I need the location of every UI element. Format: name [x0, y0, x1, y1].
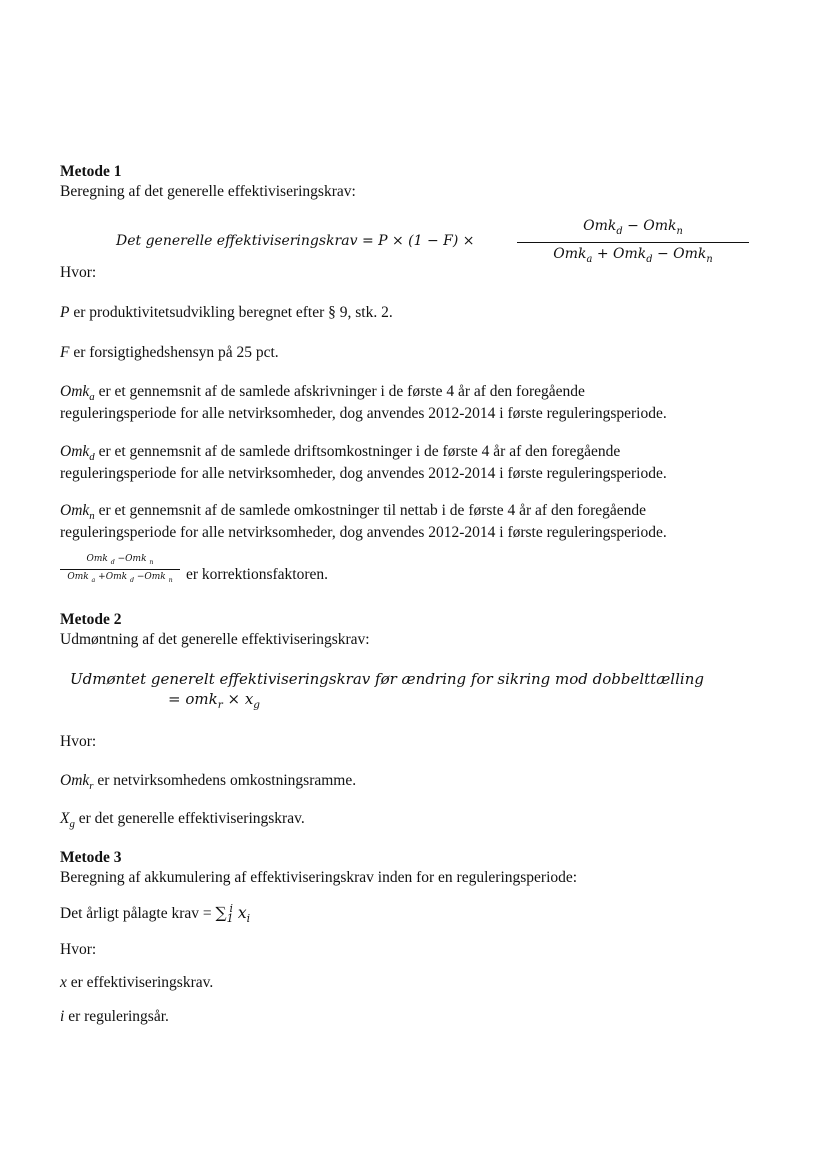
hvor-label: Hvor: [60, 264, 97, 281]
metode2-formula [70, 670, 770, 712]
hvor-label: Hvor: [60, 733, 97, 750]
formula-denominator: Omk$_a$ + Omk$_d$ − Omk$_n$ [553, 245, 713, 265]
formula-line1: Udmøntet generelt effektiviseringskrav før ændring for sikring mod dobbelttælling [70, 670, 704, 688]
symbol-i: i [60, 1008, 65, 1025]
metode2-hvor [60, 732, 760, 752]
def-x [60, 973, 760, 993]
def-xg [60, 809, 760, 831]
def-f [60, 343, 760, 363]
metode3-formula [60, 902, 760, 926]
metode1-heading: Metode 1 [60, 163, 122, 180]
def-text-cont: reguleringsperiode for alle netvirksomheder, dog anvendes 2012-2014 i første reguleringsperiode. [60, 524, 667, 542]
symbol-omk-d: Omk$_d$ [60, 443, 95, 464]
formula-line2: = $omk_r \times x_g$ [168, 689, 261, 711]
def-text: er netvirksomhedens omkostningsramme. [93, 772, 357, 789]
symbol-omk-a: Omk$_a$ [60, 383, 95, 404]
symbol-omk-n: Omk$_n$ [60, 502, 95, 523]
def-text: er forsigtighedshensyn på 25 pct. [69, 344, 279, 361]
symbol-p: P [60, 304, 70, 321]
def-text-cont: reguleringsperiode for alle netvirksomheder, dog anvendes 2012-2014 i første reguleringsperiode. [60, 405, 667, 423]
metode2-subtitle: Udmøntning af det generelle effektiviseringskrav: [60, 631, 370, 649]
metode3-heading: Metode 3 [60, 849, 122, 866]
metode1-subtitle: Beregning af det generelle effektiviseringskrav: [60, 183, 356, 201]
formula-lhs: Det generelle effektiviseringskrav = P × (1 − F) × [116, 233, 475, 249]
def-p [60, 303, 760, 323]
correction-text: er korrektionsfaktoren. [186, 566, 329, 583]
metode3-subtitle: Beregning af akkumulering af effektiviseringskrav inden for en reguleringsperiode: [60, 869, 578, 887]
def-text: er et gennemsnit af de samlede afskrivninger i de første 4 år af den foregående [94, 383, 585, 400]
def-text-cont: reguleringsperiode for alle netvirksomheder, dog anvendes 2012-2014 i første reguleringsperiode. [60, 465, 667, 483]
def-text: er effektiviseringskrav. [66, 974, 214, 991]
metode2-section [60, 610, 760, 650]
correction-numerator: Omk $_d$ −Omk $_n$ [60, 554, 180, 570]
metode3-hvor [60, 940, 760, 960]
def-omkn [60, 501, 760, 543]
symbol-x-g: $X_g$ [60, 810, 75, 831]
hvor-label: Hvor: [60, 941, 97, 958]
def-text: er produktivitetsudvikling beregnet efter § 9, stk. 2. [69, 304, 393, 321]
def-omkd [60, 442, 760, 484]
def-omka [60, 382, 760, 424]
def-omkr [60, 771, 760, 793]
def-text: er reguleringsår. [64, 1008, 169, 1025]
correction-denominator: Omk $_a$ +Omk $_d$ −Omk $_n$ [67, 571, 173, 584]
formula-numerator: Omk$_d$ − Omk$_n$ [517, 217, 749, 243]
def-text: er et gennemsnit af de samlede omkostninger til nettab i de første 4 år af den foregående [94, 502, 647, 519]
symbol-omk-r: Omk$_r$ [60, 772, 94, 793]
metode1-hvor [60, 263, 760, 283]
formula-fraction [517, 217, 749, 266]
metode3-section [60, 848, 760, 888]
def-i [60, 1007, 760, 1027]
correction-fraction [60, 554, 180, 585]
def-text: er et gennemsnit af de samlede driftsomkostninger i de første 4 år af den foregående [94, 443, 621, 460]
symbol-f: F [60, 344, 70, 361]
metode1-section [60, 162, 760, 202]
metode2-heading: Metode 2 [60, 611, 122, 628]
formula-text: Det årligt pålagte krav = $\sum_1^i$ $x_i$ [60, 902, 251, 926]
symbol-x: x [60, 974, 67, 991]
def-text: er det generelle effektiviseringskrav. [74, 810, 305, 827]
